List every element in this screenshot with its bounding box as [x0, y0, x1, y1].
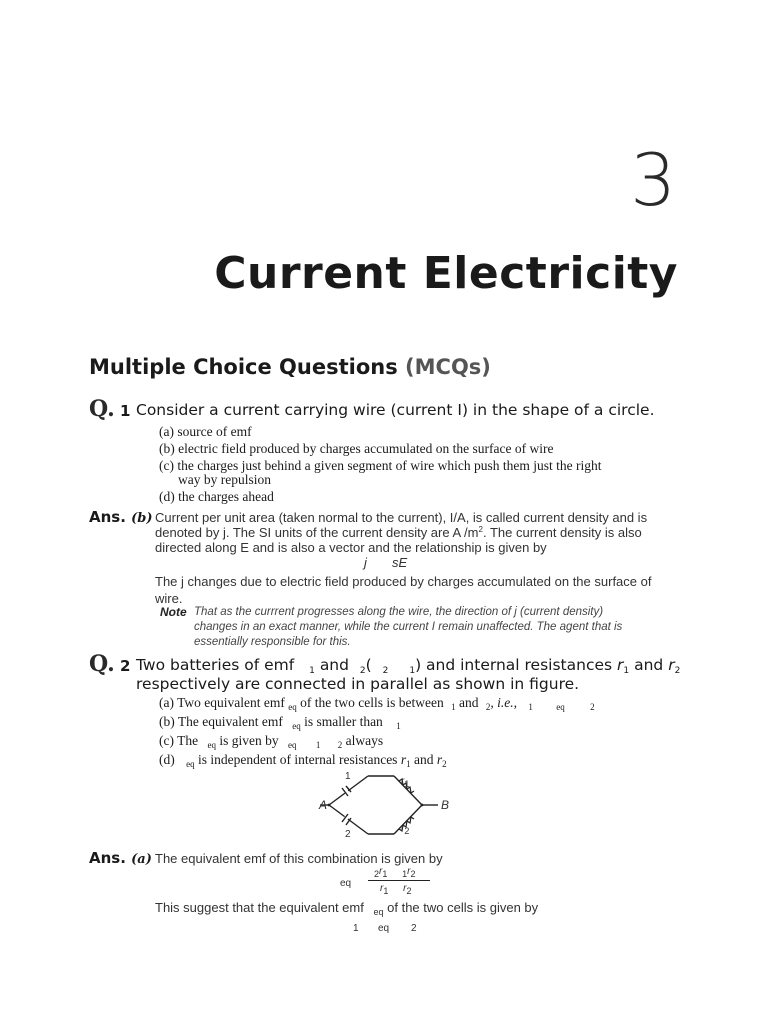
q2-option-c: [159, 733, 383, 749]
eq-lhs: eq: [340, 878, 352, 889]
q2d-r1: r: [400, 752, 407, 767]
ans1-l2a: denoted by j. The SI units of the current density are A /m: [155, 525, 479, 540]
q2-s2: 2: [359, 666, 366, 676]
q2-r2s: 2: [674, 666, 681, 676]
q2c-eq: eq: [207, 740, 216, 750]
d-c: r: [403, 883, 407, 894]
note-label: Note: [160, 605, 187, 619]
n-d: 1: [402, 869, 408, 879]
answer-1-line-4: The j changes due to electric field produced by charges accumulated on the surface of: [155, 574, 652, 589]
q2-r2: r: [668, 656, 675, 674]
fig-label-2: 2: [345, 829, 351, 840]
q2d-r1s: 1: [406, 759, 411, 769]
n-b: r: [379, 866, 383, 877]
q2-r1s: 1: [623, 666, 630, 676]
q2c-s1: 1: [315, 740, 321, 750]
q2c-1: (c) The: [159, 733, 199, 748]
q-mark: Q.: [89, 396, 115, 422]
q2a-6: eq: [556, 702, 565, 712]
answer-2-line-2: [155, 900, 538, 915]
q2a-4: , i.e.,: [490, 695, 517, 710]
section-abbr: (MCQs): [405, 355, 491, 379]
ans1-l2b: . The current density is also: [482, 525, 642, 540]
q2b-s1: 1: [396, 721, 401, 731]
fraction-bar: [368, 880, 430, 881]
ans-text: Ans.: [89, 508, 126, 526]
fraction-numerator: [374, 866, 416, 877]
n-f: 2: [410, 869, 416, 879]
q2d-r2s: 2: [442, 759, 447, 769]
q1-option-d: (d) the charges ahead: [159, 489, 274, 504]
q2a-5: 1: [528, 702, 533, 712]
n-e: r: [407, 866, 411, 877]
q2a-1: (a) Two equivalent emf: [159, 695, 285, 710]
section-title: Multiple Choice Questions: [89, 355, 398, 379]
a2-l2b: of the two cells is given by: [387, 900, 539, 915]
q2-paren: (: [365, 656, 372, 674]
q2a-s1: 1: [451, 702, 456, 712]
d-a: r: [380, 883, 384, 894]
q2-option-b: [159, 714, 401, 730]
fig-label-r1: [401, 776, 409, 787]
q2-and: and: [319, 656, 349, 674]
q2d-eq: eq: [186, 759, 195, 769]
q2-r1: r: [617, 656, 624, 674]
a2-l2eq: eq: [373, 907, 384, 917]
q2c-2: is given by: [219, 733, 279, 748]
q2d-1: (d): [159, 752, 175, 767]
answer-2-line-1: The equivalent emf of this combination is given by: [155, 851, 443, 866]
question-number: 1: [119, 402, 131, 420]
q2-t1: Two batteries of emf: [136, 656, 295, 674]
d-d: 2: [406, 886, 412, 896]
q1-option-c: (c) the charges just behind a given segment of wire which push them just the right: [159, 458, 602, 473]
q2c-s2: 2: [337, 740, 343, 750]
fraction-denominator: [380, 883, 412, 894]
fig-r2s: 2: [404, 826, 410, 836]
answer-2-label: [89, 849, 152, 867]
q1-option-c-cont: way by repulsion: [178, 472, 271, 487]
final-eq: eq: [378, 923, 390, 934]
question-1-label: [89, 396, 130, 422]
question-1-text: Consider a current carrying wire (current I) in the shape of a circle.: [136, 401, 655, 419]
q2-s2b: 2: [382, 666, 389, 676]
answer-1-line-1: Current per unit area (taken normal to the current), I/A, is called current density and is: [155, 510, 648, 525]
ans1-l2sup: 2: [478, 525, 483, 534]
circuit-diagram: [310, 770, 460, 842]
q2a-3: and: [458, 695, 479, 710]
q2-and2: and: [634, 656, 664, 674]
answer-1-line-5: wire.: [155, 591, 183, 606]
q2b-2: is smaller than: [304, 714, 383, 729]
equation-sE: sE: [392, 555, 408, 570]
question-2-line-2: respectively are connected in parallel as shown in figure.: [136, 675, 580, 693]
answer-1-line-3: directed along E and is also a vector and the relationship is given by: [155, 540, 547, 555]
q2c-3: always: [345, 733, 384, 748]
fig-label-r2: [401, 823, 409, 834]
q1-option-a: (a) source of emf: [159, 424, 252, 439]
n-a: 2: [374, 869, 380, 879]
q1-option-b: (b) electric field produced by charges accumulated on the surface of wire: [159, 441, 554, 456]
question-2-text: [136, 656, 680, 674]
q2d-2: is independent of internal resistances: [198, 752, 398, 767]
q2-s1b: 1: [409, 666, 416, 676]
note-line-3: essentially responsible for this.: [194, 636, 351, 648]
q-mark: Q.: [89, 651, 115, 677]
fig-label-B: B: [441, 798, 450, 812]
fig-r1: r: [401, 776, 405, 787]
q2-option-d: [159, 752, 447, 768]
d-b: 1: [383, 886, 389, 896]
q2a-s2: 2: [485, 702, 491, 712]
q2d-r2: r: [436, 752, 443, 767]
n-c: 1: [382, 869, 388, 879]
fig-label-A: A: [319, 798, 328, 812]
final-2: 2: [411, 923, 417, 934]
q2a-7: 2: [590, 702, 595, 712]
ans-choice: (a): [131, 852, 152, 867]
fig-label-1: 1: [345, 771, 351, 782]
section-heading: [89, 355, 491, 379]
equation-j: j: [364, 555, 367, 570]
q2a-2: of the two cells is between: [300, 695, 444, 710]
fig-r2: r: [401, 823, 405, 834]
chapter-number: 3: [630, 138, 676, 222]
note-line-2: changes in an exact manner, while the current I remain unaffected. The agent that is: [194, 621, 623, 633]
answer-1-label: [89, 508, 153, 526]
q2-s1: 1: [309, 666, 315, 676]
q2b-1: (b) The equivalent emf: [159, 714, 283, 729]
q2b-eq: eq: [292, 721, 301, 731]
ans-choice: (b): [131, 511, 153, 526]
a2-l2a: This suggest that the equivalent emf: [155, 900, 364, 915]
q2d-3: and: [413, 752, 434, 767]
question-2-label: [89, 651, 130, 677]
chapter-title: Current Electricity: [214, 248, 678, 299]
q2c-eq2: eq: [287, 740, 297, 750]
q2-t2: ) and internal resistances: [415, 656, 613, 674]
q2a-eq: eq: [288, 702, 297, 712]
note-line-1: That as the currrent progresses along the wire, the direction of j (current density): [194, 606, 604, 618]
fig-r1s: 1: [404, 779, 410, 789]
final-1: 1: [353, 923, 359, 934]
question-number: 2: [119, 657, 131, 675]
answer-1-line-2: [155, 525, 642, 540]
ans-text: Ans.: [89, 849, 126, 867]
q2-option-a: [159, 695, 595, 711]
